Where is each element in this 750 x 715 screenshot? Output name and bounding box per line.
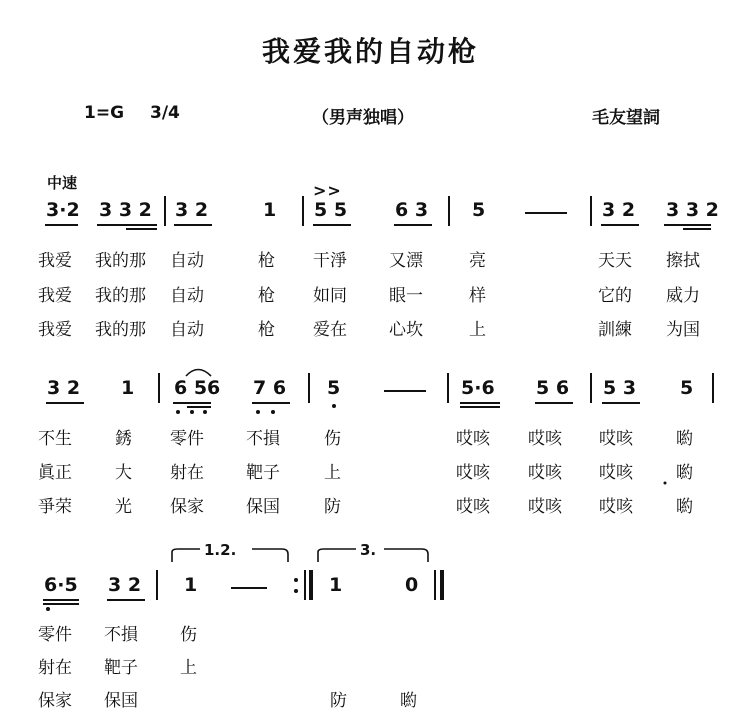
lyric: 哎咳 — [456, 429, 490, 449]
note-group: 5 6 — [536, 377, 570, 399]
lyric: 零件 — [170, 429, 204, 449]
lyric: 伤 — [324, 429, 341, 449]
lyric: 亮 — [469, 251, 486, 271]
lyric: 眼一 — [389, 286, 423, 306]
tempo-marking: 中速 — [47, 174, 78, 192]
lyric: 枪 — [258, 251, 275, 271]
lyric: 爭荣 — [38, 497, 72, 517]
ink-speck — [664, 482, 667, 485]
lyric: 射在 — [38, 658, 72, 678]
lyric: 保国 — [246, 497, 280, 517]
lyric: 又漂 — [389, 251, 423, 271]
lyric: 上 — [180, 658, 197, 678]
lyric: 光 — [115, 497, 132, 517]
lyric: 枪 — [258, 286, 275, 306]
lyric: 保国 — [104, 691, 138, 711]
lyric: 我的那 — [95, 286, 146, 306]
lyric: 心坎 — [389, 320, 423, 340]
lyric: 不損 — [104, 625, 138, 645]
lyric: 喲 — [676, 429, 693, 449]
note-group: 3·2 — [46, 199, 80, 221]
lyric: 哎咳 — [599, 429, 633, 449]
accent-marks: >> — [313, 181, 342, 200]
lyric: 哎咳 — [528, 463, 562, 483]
lyric: 我爱 — [38, 320, 72, 340]
lyric: 哎咳 — [528, 429, 562, 449]
lyric: 射在 — [170, 463, 204, 483]
note-group: 1 — [329, 574, 343, 596]
lyric: 伤 — [180, 625, 197, 645]
lyric: 大 — [115, 463, 132, 483]
lyricist-credit: 毛友望詞 — [592, 108, 660, 128]
key-signature: 1=G — [84, 103, 125, 123]
note-group: 6·5 — [44, 574, 78, 596]
note-group: 7 6 — [253, 377, 287, 399]
note-group: 1 — [121, 377, 135, 399]
note-group: 3 2 — [47, 377, 81, 399]
lyric: 訓練 — [598, 320, 632, 340]
lyric: 銹 — [115, 429, 132, 449]
note-group: 5·6 — [461, 377, 495, 399]
lyric: 防 — [324, 497, 341, 517]
lyric: 靶子 — [246, 463, 280, 483]
lyric: 不損 — [246, 429, 280, 449]
lyric: 上 — [324, 463, 341, 483]
slur — [186, 370, 211, 377]
note-group: 3 2 — [602, 199, 636, 221]
note-group: 1 — [184, 574, 198, 596]
lyric: 上 — [469, 320, 486, 340]
note-group: 3 2 — [175, 199, 209, 221]
note-group: 5 5 — [314, 199, 348, 221]
note-group: 1 — [263, 199, 277, 221]
lyric: 防 — [330, 691, 347, 711]
lyric: 自动 — [170, 286, 204, 306]
lyric: 保家 — [38, 691, 72, 711]
note-group: 0 — [405, 574, 419, 596]
note-group: 5 — [472, 199, 486, 221]
note-group: 6 56 — [174, 377, 221, 399]
lyric: 哎咳 — [456, 463, 490, 483]
song-title: 我爱我的自动枪 — [262, 35, 480, 68]
lyric: 自动 — [170, 251, 204, 271]
lyric: 擦拭 — [666, 251, 700, 271]
lyric: 喲 — [400, 691, 417, 711]
lyric: 保家 — [170, 497, 204, 517]
lyric: 它的 — [598, 286, 632, 306]
second-ending-bracket — [318, 549, 428, 562]
lyric: 喲 — [676, 463, 693, 483]
note-group: 5 — [327, 377, 341, 399]
lyric: 哎咳 — [456, 497, 490, 517]
lyric: 我的那 — [95, 320, 146, 340]
lyric: 零件 — [38, 625, 72, 645]
first-ending-label: 1.2. — [204, 541, 237, 559]
lyric: 威力 — [666, 286, 700, 306]
note-group: 3 3 2 — [666, 199, 719, 221]
lyric: 哎咳 — [599, 497, 633, 517]
lyric: 眞正 — [38, 463, 72, 483]
lyric: 不生 — [38, 429, 72, 449]
first-ending-bracket — [172, 549, 288, 562]
lyric: 为国 — [666, 320, 700, 340]
lyric: 枪 — [258, 320, 275, 340]
note-group: 5 3 — [603, 377, 637, 399]
second-ending-label: 3. — [360, 541, 377, 559]
note-group: 3 2 — [108, 574, 142, 596]
note-group: 6 3 — [395, 199, 429, 221]
lyric: 自动 — [170, 320, 204, 340]
lyric: 我爱 — [38, 251, 72, 271]
lyric: 天天 — [598, 251, 632, 271]
lyric: 哎咳 — [599, 463, 633, 483]
lyric: 样 — [469, 286, 486, 306]
lyric: 喲 — [676, 497, 693, 517]
lyric: 靶子 — [104, 658, 138, 678]
lyric: 哎咳 — [528, 497, 562, 517]
lyric: 如同 — [313, 286, 347, 306]
lyric: 我的那 — [95, 251, 146, 271]
note-group: 5 — [680, 377, 694, 399]
lyric: 干淨 — [313, 251, 347, 271]
time-signature: 3/4 — [150, 103, 180, 123]
lyric: 爱在 — [313, 320, 347, 340]
performance-type: （男声独唱） — [312, 108, 414, 128]
note-group: 3 3 2 — [99, 199, 152, 221]
lyric: 我爱 — [38, 286, 72, 306]
